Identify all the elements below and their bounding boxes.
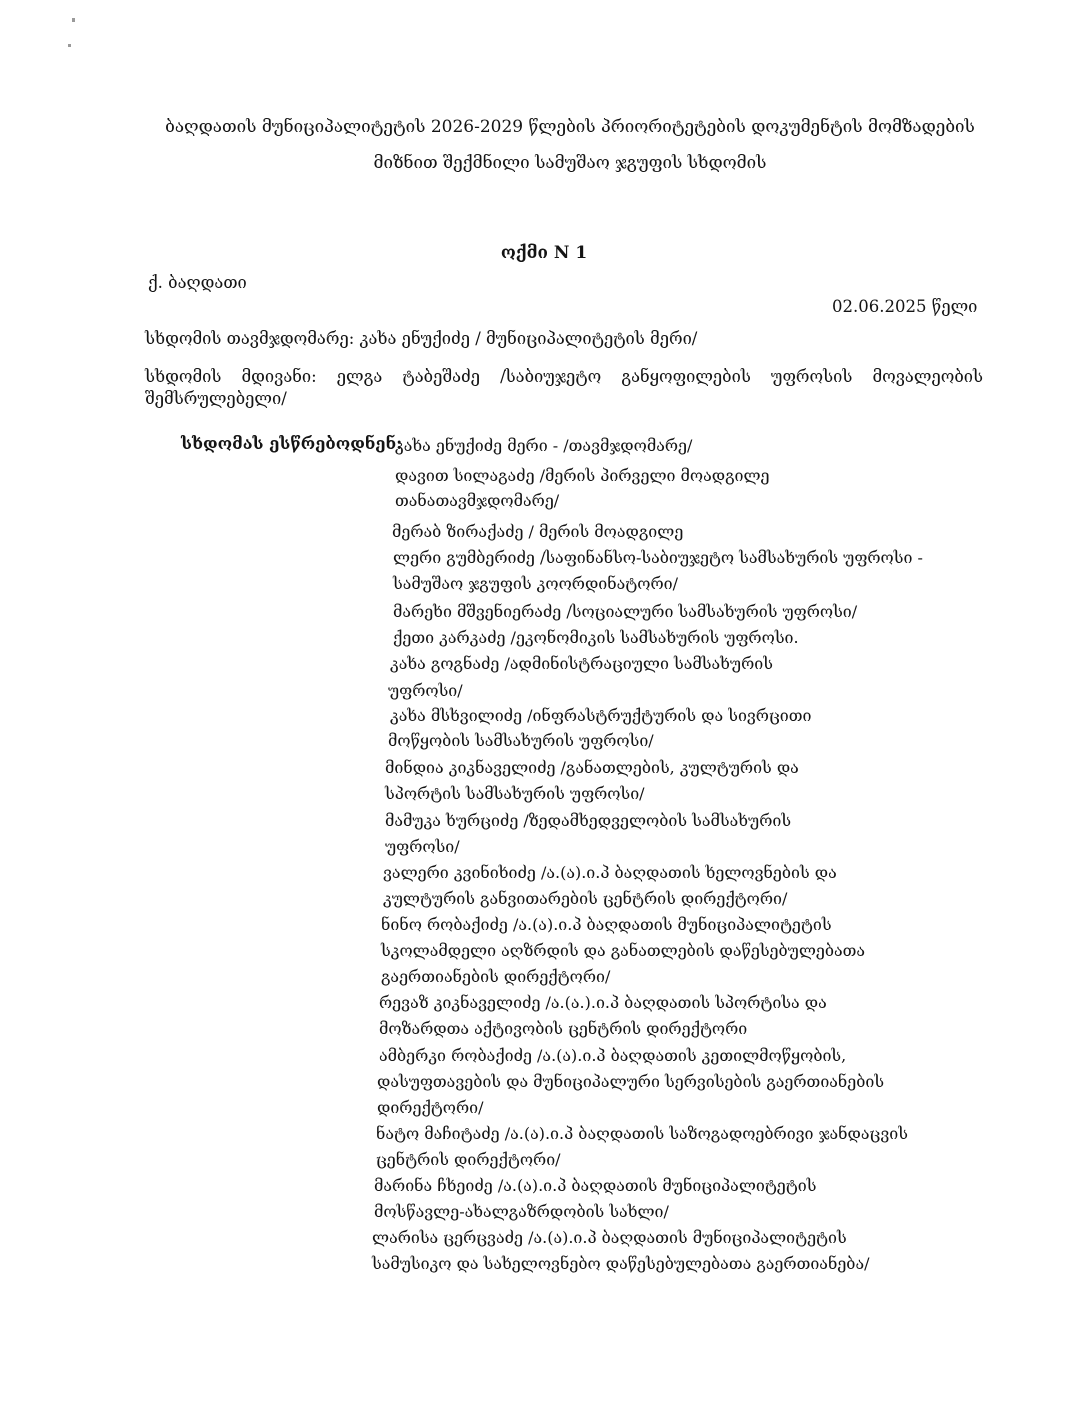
scan-artifact — [72, 18, 75, 22]
attendee-line: ქეთი კარკაძე /ეკონომიკის სამსახურის უფროსი. — [393, 628, 799, 647]
attendee-line: დირექტორი/ — [377, 1098, 484, 1117]
chair-line: სხდომის თავმჯდომარე: კახა ენუქიძე / მუნიციპალიტეტის მერი/ — [145, 329, 698, 348]
attendee-line: სამუსიკო და სახელოვნებო დაწესებულებათა გაერთიანება/ — [372, 1254, 870, 1273]
attendee-line: მარეხი მშვენიერაძე /სოციალური სამსახურის უფროსი/ — [393, 602, 858, 621]
date: 02.06.2025 წელი — [832, 297, 978, 316]
attendee-line: ნინო რობაქიძე /ა.(ა).ი.პ ბაღდათის მუნიციპალიტეტის — [381, 915, 832, 934]
attendee-line: თანათავმჯდომარე/ — [395, 491, 560, 510]
attendee-line: მერაბ ზირაქაძე / მერის მოადგილე — [392, 522, 684, 541]
secretary-line-1: სხდომის მდივანი: ელგა ტაბეშაძე /საბიუჯეტო განყოფილების უფროსის მოვალეობის — [145, 367, 983, 386]
document-title-line-1: ბაღდათის მუნიციპალიტეტის 2026-2029 წლების პრიორიტეტების დოკუმენტის მომზადების — [165, 117, 975, 137]
attendee-line: ცენტრის დირექტორი/ — [376, 1150, 561, 1169]
attendee-line: სპორტის სამსახურის უფროსი/ — [385, 784, 645, 803]
attendee-line: მოსწავლე-ახალგაზრდობის სახლი/ — [374, 1202, 669, 1221]
attendee-line: სკოლამდელი აღზრდის და განათლების დაწესებულებათა — [381, 941, 866, 960]
attendee-line: კახა ენუქიძე მერი - /თავმჯდომარე/ — [395, 436, 693, 455]
attendee-line: უფროსი/ — [385, 837, 460, 856]
attendee-line: მამუკა ხურციძე /ზედამხედველობის სამსახურის — [385, 811, 792, 830]
secretary-line-2: შემსრულებელი/ — [145, 389, 287, 408]
attendee-line: კახა გოგნაძე /ადმინისტრაციული სამსახურის — [390, 654, 773, 673]
attendee-line: ვალერი კვინიხიძე /ა.(ა).ი.პ ბაღდათის ხელოვნების და — [383, 863, 837, 882]
attendee-line: უფროსი/ — [388, 681, 463, 700]
protocol-title: ოქმი N 1 — [500, 243, 588, 263]
scan-artifact — [68, 44, 71, 47]
document-title-line-2: მიზნით შექმნილი სამუშაო ჯგუფის სხდომის — [373, 153, 767, 173]
attendee-line: მოზარდთა აქტივობის ცენტრის დირექტორი — [379, 1019, 748, 1038]
attendees-label: სხდომას ესწრებოდნენ: — [181, 434, 403, 453]
attendee-line: დასუფთავების და მუნიციპალური სერვისების გაერთიანების — [377, 1072, 885, 1091]
attendee-line: ლერი გუმბერიძე /საფინანსო-საბიუჯეტო სამსახურის უფროსი - — [393, 548, 923, 567]
attendee-line: კახა მსხვილიძე /ინფრასტრუქტურის და სივრცითი — [390, 706, 812, 725]
attendee-line: დავით სილაგაძე /მერის პირველი მოადგილე — [395, 466, 770, 485]
attendee-line: რევაზ კიკნაველიძე /ა.(ა.).ი.პ ბაღდათის სპორტისა და — [379, 993, 827, 1012]
attendee-line: ამბერკი რობაქიძე /ა.(ა).ი.პ ბაღდათის კეთილმოწყობის, — [379, 1046, 847, 1065]
attendee-line: სამუშაო ჯგუფის კოორდინატორი/ — [393, 574, 678, 593]
attendee-line: ნატო მაჩიტაძე /ა.(ა).ი.პ ბაღდათის საზოგადოებრივი ჯანდაცვის — [376, 1124, 908, 1143]
attendee-line: მარინა ჩხეიძე /ა.(ა).ი.პ ბაღდათის მუნიციპალიტეტის — [374, 1176, 817, 1195]
attendee-line: ლარისა ცერცვაძე /ა.(ა).ი.პ ბაღდათის მუნიციპალიტეტის — [372, 1228, 847, 1247]
attendee-line: მოწყობის სამსახურის უფროსი/ — [388, 731, 654, 750]
attendee-line: გაერთიანების დირექტორი/ — [381, 967, 611, 986]
place: ქ. ბაღდათი — [148, 273, 247, 292]
attendee-line: მინდია კიკნაველიძე /განათლების, კულტურის და — [385, 758, 799, 777]
attendee-line: კულტურის განვითარების ცენტრის დირექტორი/ — [383, 889, 788, 908]
